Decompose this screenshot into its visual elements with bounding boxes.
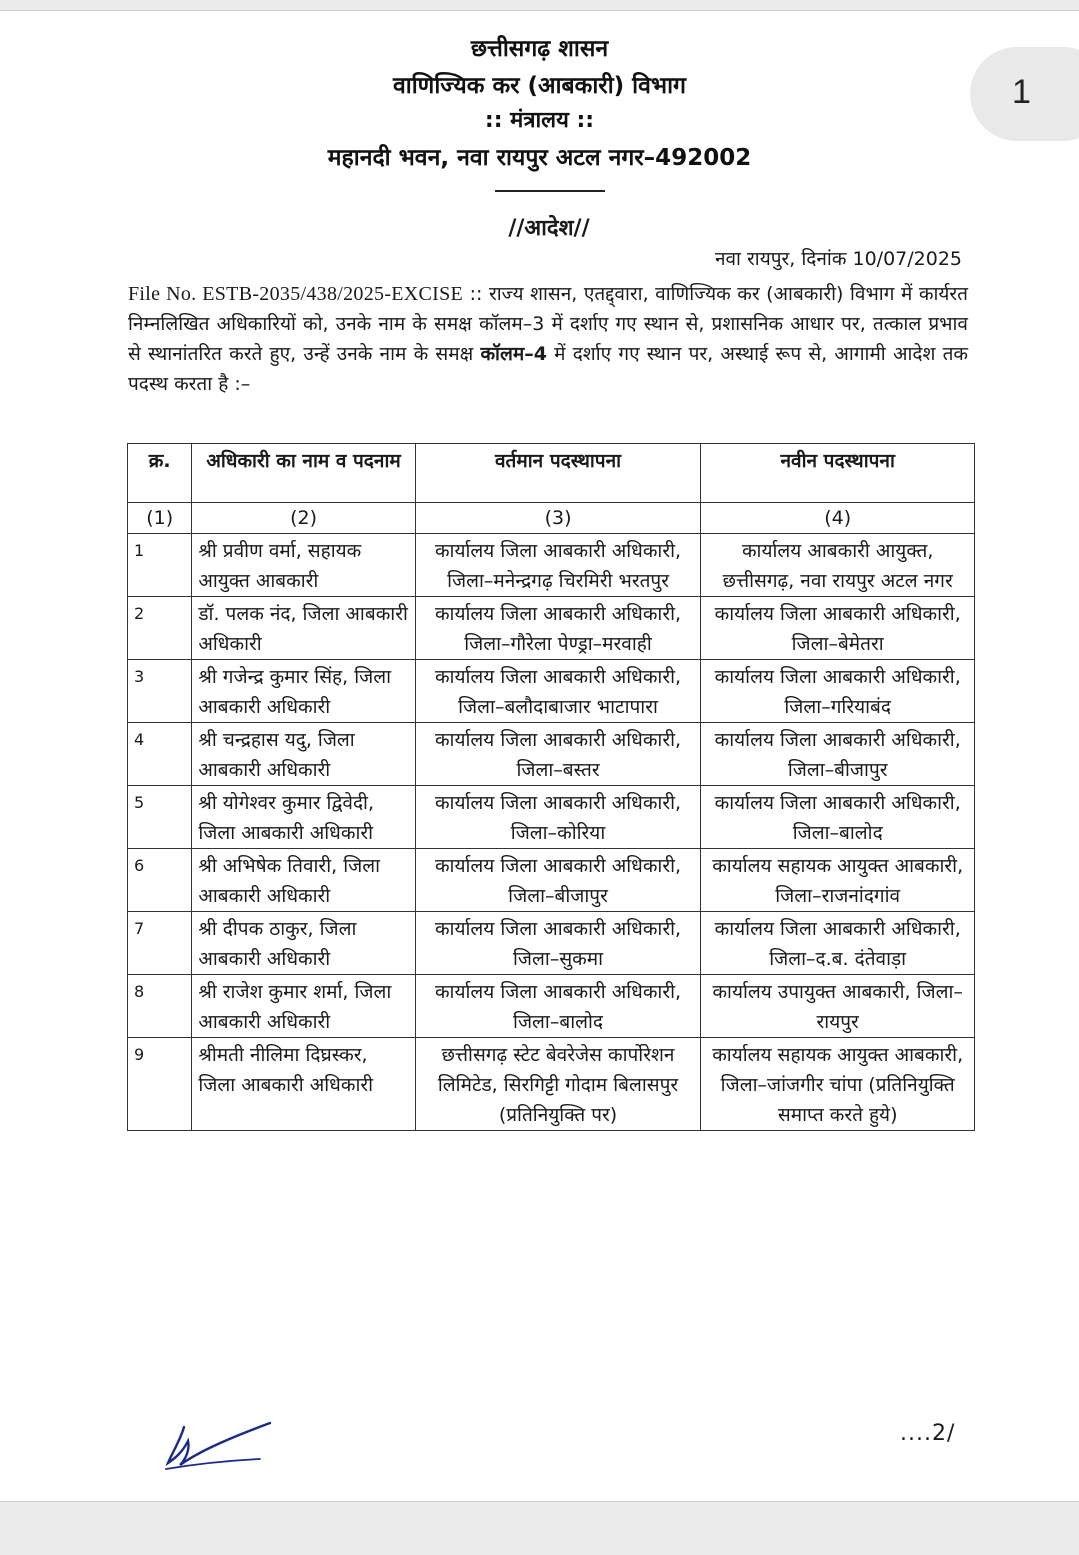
row-current-posting: कार्यालय जिला आबकारी अधिकारी, जिला–बस्तर (415, 723, 701, 786)
column-number-row (128, 503, 975, 534)
row-officer-name: श्री प्रवीण वर्मा, सहायक आयुक्त आबकारी (192, 534, 415, 597)
row-current-posting: कार्यालय जिला आबकारी अधिकारी, जिला–सुकमा (415, 912, 701, 975)
row-new-posting: कार्यालय जिला आबकारी अधिकारी, जिला–गरियाबंद (701, 660, 975, 723)
order-text-part2: में दर्शाए गए स्थान पर, अस्थाई रूप से, आगामी आदेश तक पदस्थ करता है :– (128, 343, 969, 395)
row-current-posting: छत्तीसगढ़ स्टेट बेवरेजेस कार्पोरेशन लिमिटेड, सिरगिट्टी गोदाम बिलासपुर (प्रतिनियुक्ति पर) (415, 1038, 701, 1131)
transfer-table (127, 443, 975, 1131)
row-officer-name: श्री योगेश्वर कुमार द्विवेदी, जिला आबकारी अधिकारी (192, 786, 415, 849)
row-serial: 7 (128, 912, 192, 975)
column-number: (4) (701, 503, 975, 534)
column-header-new: नवीन पदस्थापना (701, 444, 975, 503)
row-current-posting: कार्यालय जिला आबकारी अधिकारी, जिला–गौरेला पेण्ड्रा–मरवाही (415, 597, 701, 660)
column-number: (3) (415, 503, 701, 534)
row-new-posting: कार्यालय जिला आबकारी अधिकारी, जिला–बीजापुर (701, 723, 975, 786)
row-new-posting: कार्यालय सहायक आयुक्त आबकारी, जिला–राजनांदगांव (701, 849, 975, 912)
row-serial: 3 (128, 660, 192, 723)
row-serial: 4 (128, 723, 192, 786)
date-line: नवा रायपुर, दिनांक 10/07/2025 (714, 248, 962, 270)
row-serial: 1 (128, 534, 192, 597)
file-number: File No. ESTB-2035/438/2025-EXCISE (128, 283, 464, 305)
order-paragraph (128, 279, 968, 399)
row-new-posting: कार्यालय सहायक आयुक्त आबकारी, जिला–जांजगीर चांपा (प्रतिनियुक्ति समाप्त करते हुये) (701, 1038, 975, 1131)
row-current-posting: कार्यालय जिला आबकारी अधिकारी, जिला–बलौदाबाजार भाटापारा (415, 660, 701, 723)
document-page (0, 10, 1079, 1502)
header-government: छत्तीसगढ़ शासन (470, 36, 609, 62)
table-row (128, 1038, 975, 1131)
table-row (128, 912, 975, 975)
table-row (128, 723, 975, 786)
page-number: 1 (1012, 73, 1031, 111)
row-current-posting: कार्यालय जिला आबकारी अधिकारी, जिला–बालोद (415, 975, 701, 1038)
row-serial: 2 (128, 597, 192, 660)
column-header-name: अधिकारी का नाम व पदनाम (192, 444, 415, 503)
row-new-posting: कार्यालय जिला आबकारी अधिकारी, जिला–बेमेतरा (701, 597, 975, 660)
header-divider (495, 190, 605, 192)
order-text-part1: :: राज्य शासन, एतद्द्वारा, वाणिज्यिक कर (आबकारी) विभाग में कार्यरत निम्नलिखित अधिकारियों को, उनके नाम के समक्ष कॉलम–3 में दर्शाए गए स्थान से, प्रशासनिक आधार पर, तत्काल प्रभाव से स्थानांतरित करते हुए, उन्हें उनके नाम के समक्ष (128, 283, 968, 365)
row-officer-name: डॉ. पलक नंद, जिला आबकारी अधिकारी (192, 597, 415, 660)
row-officer-name: श्रीमती नीलिमा दिघ्रस्कर, जिला आबकारी अधिकारी (192, 1038, 415, 1131)
row-officer-name: श्री राजेश कुमार शर्मा, जिला आबकारी अधिकारी (192, 975, 415, 1038)
row-serial: 8 (128, 975, 192, 1038)
signature-icon (160, 1419, 280, 1475)
table-header-row (128, 444, 975, 503)
column-number: (2) (192, 503, 415, 534)
row-current-posting: कार्यालय जिला आबकारी अधिकारी, जिला–बीजापुर (415, 849, 701, 912)
column-header-sn: क्र. (128, 444, 192, 503)
row-serial: 9 (128, 1038, 192, 1131)
order-text-bold: कॉलम–4 (480, 343, 547, 365)
header-department: वाणिज्यिक कर (आबकारी) विभाग (392, 73, 686, 99)
table-row (128, 534, 975, 597)
row-new-posting: कार्यालय जिला आबकारी अधिकारी, जिला–बालोद (701, 786, 975, 849)
row-serial: 6 (128, 849, 192, 912)
table-row (128, 597, 975, 660)
row-officer-name: श्री अभिषेक तिवारी, जिला आबकारी अधिकारी (192, 849, 415, 912)
row-current-posting: कार्यालय जिला आबकारी अधिकारी, जिला–कोरिया (415, 786, 701, 849)
row-current-posting: कार्यालय जिला आबकारी अधिकारी, जिला–मनेन्द्रगढ़ चिरमिरी भरतपुर (415, 534, 701, 597)
column-number: (1) (128, 503, 192, 534)
row-new-posting: कार्यालय जिला आबकारी अधिकारी, जिला–द.ब. दंतेवाड़ा (701, 912, 975, 975)
row-new-posting: कार्यालय उपायुक्त आबकारी, जिला–रायपुर (701, 975, 975, 1038)
continuation-marker: ....2/ (900, 1421, 956, 1446)
order-title: //आदेश// (508, 216, 590, 241)
header-address: महानदी भवन, नवा रायपुर अटल नगर–492002 (327, 145, 752, 171)
header-ministry: :: मंत्रालय :: (484, 108, 595, 133)
row-serial: 5 (128, 786, 192, 849)
column-header-current: वर्तमान पदस्थापना (415, 444, 701, 503)
table-row (128, 975, 975, 1038)
row-officer-name: श्री चन्द्रहास यदु, जिला आबकारी अधिकारी (192, 723, 415, 786)
row-officer-name: श्री गजेन्द्र कुमार सिंह, जिला आबकारी अधिकारी (192, 660, 415, 723)
row-officer-name: श्री दीपक ठाकुर, जिला आबकारी अधिकारी (192, 912, 415, 975)
table-row (128, 786, 975, 849)
row-new-posting: कार्यालय आबकारी आयुक्त, छत्तीसगढ़, नवा रायपुर अटल नगर (701, 534, 975, 597)
table-row (128, 660, 975, 723)
table-row (128, 849, 975, 912)
